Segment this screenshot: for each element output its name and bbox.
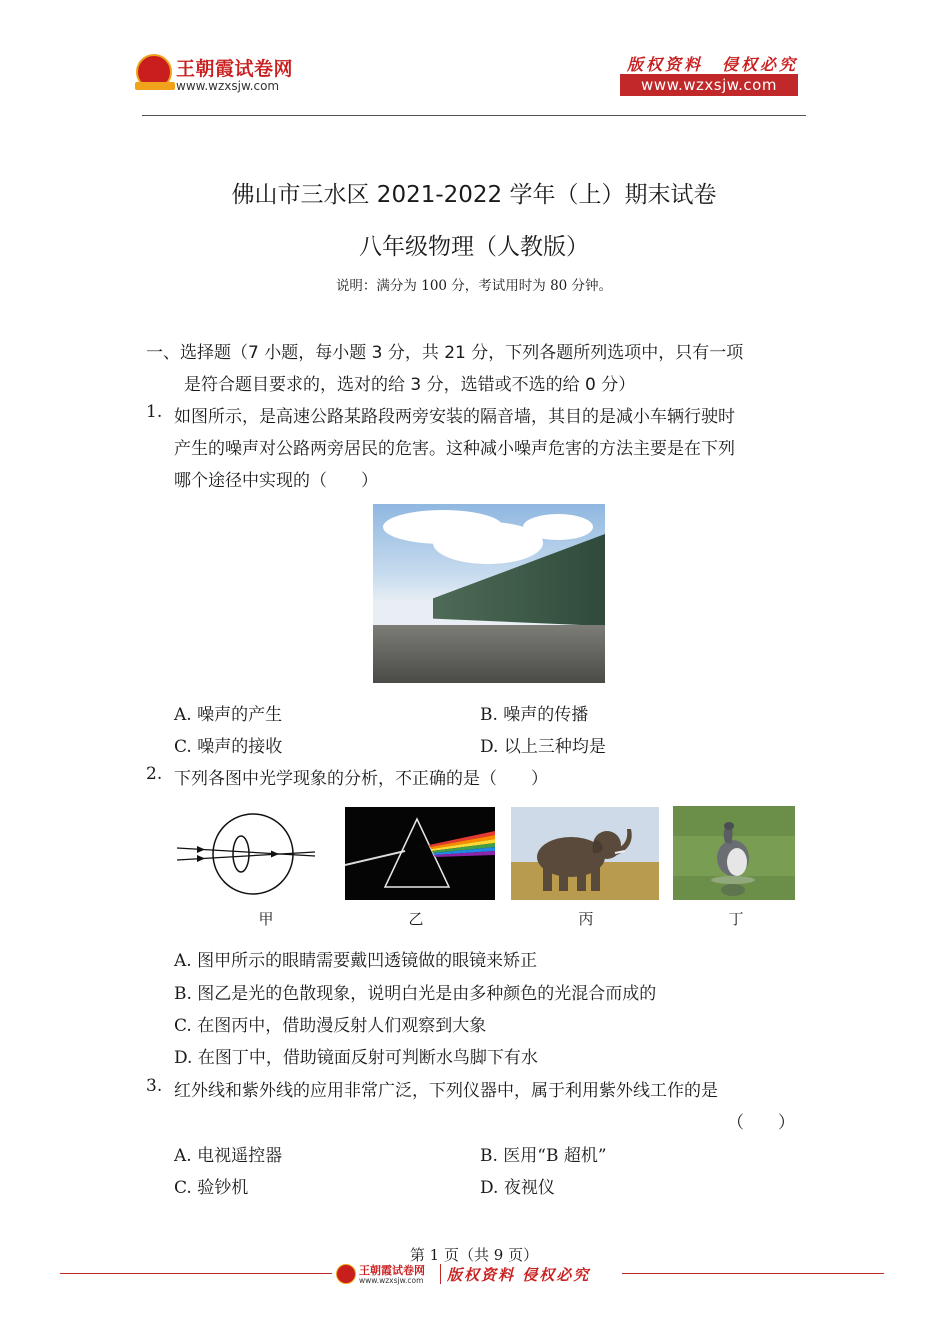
q3-answer-bracket: （ ） (727, 1113, 795, 1133)
footer-separator (440, 1264, 441, 1284)
soundproof-wall-photo (373, 504, 605, 683)
logo-url: www.wzxsjw.com (176, 79, 280, 93)
elephant-photo (511, 807, 659, 900)
page-number: 第 1 页（共 9 页） (409, 1246, 539, 1264)
q2-number: 2. (146, 764, 163, 784)
q1-option-c[interactable]: C. 噪声的接收 (174, 737, 283, 757)
q3-option-d[interactable]: D. 夜视仪 (480, 1178, 555, 1198)
logo-name: 王朝霞试卷网 (176, 58, 294, 80)
exam-subtitle: 八年级物理（人教版） (359, 234, 589, 260)
q3-number: 3. (146, 1076, 163, 1096)
footer-logo-url: www.wzxsjw.com (359, 1276, 424, 1285)
q3-option-c[interactable]: C. 验钞机 (174, 1178, 249, 1198)
caption-ding: 丁 (728, 910, 744, 928)
q3-stem: 红外线和紫外线的应用非常广泛，下列仪器中，属于利用紫外线工作的是 (174, 1081, 718, 1101)
exam-note: 说明：满分为 100 分，考试用时为 80 分钟。 (335, 278, 613, 294)
q1-stem-line2: 产生的噪声对公路两旁居民的危害。这种减小噪声危害的方法主要是在下列 (174, 439, 735, 459)
caption-bing: 丙 (578, 910, 594, 928)
site-url-badge[interactable]: www.wzxsjw.com (620, 74, 798, 96)
section-heading: 一、选择题（7 小题，每小题 3 分，共 21 分，下列各题所列选项中，只有一项 (146, 343, 744, 363)
q1-option-b[interactable]: B. 噪声的传播 (480, 705, 589, 725)
footer-divider-left (60, 1273, 332, 1274)
q1-option-d[interactable]: D. 以上三种均是 (480, 737, 606, 757)
exam-title: 佛山市三水区 2021-2022 学年（上）期末试卷 (231, 182, 717, 208)
caption-jia: 甲 (258, 910, 274, 928)
q2-option-a[interactable]: A. 图甲所示的眼睛需要戴凹透镜做的眼镜来矫正 (174, 951, 538, 971)
copyright-notice: 版权资料 侵权必究 (626, 55, 798, 74)
site-logo (136, 52, 316, 98)
q1-stem-line1: 如图所示，是高速公路某路段两旁安装的隔音墙，其目的是减小车辆行驶时 (174, 407, 735, 427)
q1-number: 1. (146, 402, 163, 422)
q3-option-a[interactable]: A. 电视遥控器 (174, 1146, 283, 1166)
footer-seal-icon (336, 1264, 356, 1284)
footer-copyright: 版权资料 侵权必究 (447, 1266, 591, 1284)
header-divider (142, 115, 806, 116)
seal-logo-icon (136, 54, 172, 90)
section-heading-cont: 是符合题目要求的，选对的给 3 分，选错或不选的给 0 分） (184, 375, 636, 395)
q2-option-b[interactable]: B. 图乙是光的色散现象，说明白光是由多种颜色的光混合而成的 (174, 984, 657, 1004)
caption-yi: 乙 (408, 910, 424, 928)
waterbird-photo (673, 806, 795, 900)
q2-option-d[interactable]: D. 在图丁中，借助镜面反射可判断水鸟脚下有水 (174, 1048, 538, 1068)
footer-logo (336, 1262, 446, 1288)
footer-logo-name: 王朝霞试卷网 (359, 1264, 425, 1277)
q1-option-a[interactable]: A. 噪声的产生 (174, 705, 283, 725)
q3-option-b[interactable]: B. 医用“B 超机” (480, 1146, 607, 1166)
footer-divider-right (622, 1273, 884, 1274)
q1-stem-line3: 哪个途径中实现的（ ） (174, 471, 378, 491)
q2-option-c[interactable]: C. 在图丙中，借助漫反射人们观察到大象 (174, 1016, 487, 1036)
prism-dispersion-photo (345, 807, 495, 900)
eye-diagram (175, 808, 327, 900)
q2-stem: 下列各图中光学现象的分析，不正确的是（ ） (174, 769, 548, 789)
